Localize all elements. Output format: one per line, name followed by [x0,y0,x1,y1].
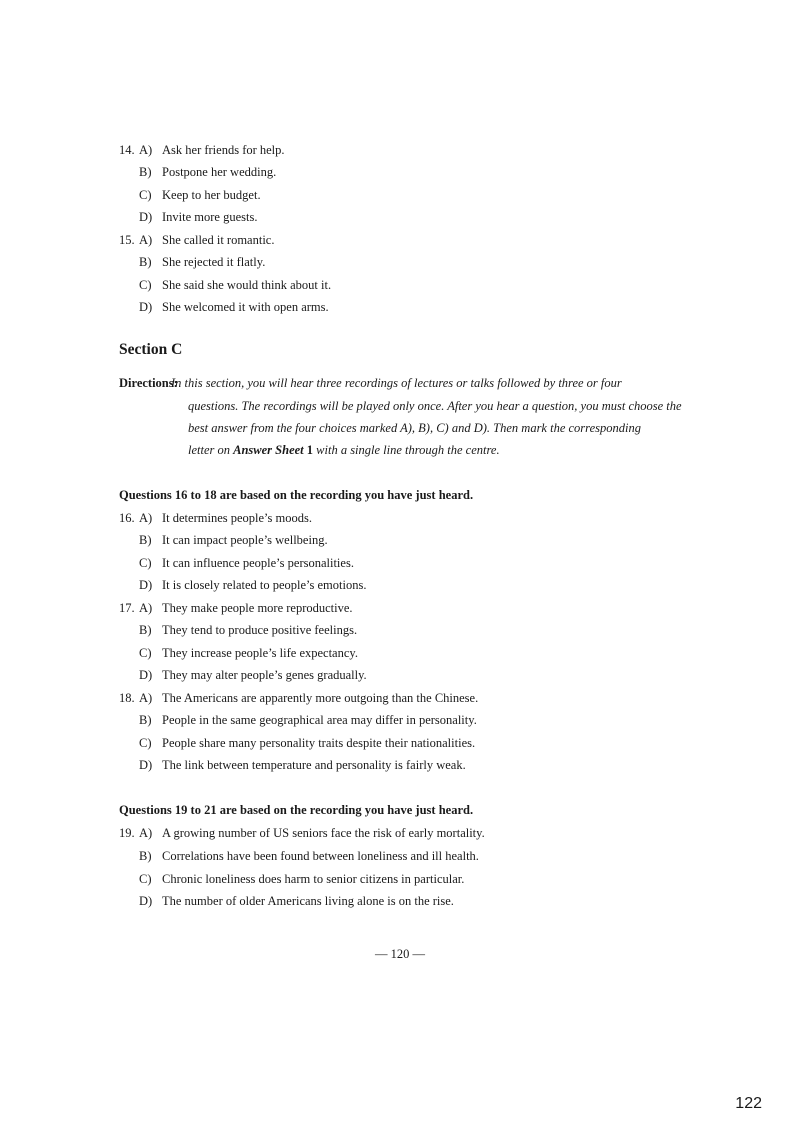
option-letter: A) [139,143,153,157]
question-number: 15. [119,233,135,247]
option-text: It determines people’s moods. [162,511,312,525]
option-text: It can impact people’s wellbeing. [162,533,328,547]
option-letter: B) [139,255,152,269]
group-heading-16-18: Questions 16 to 18 are based on the recording you have just heard. [119,488,474,502]
option-letter: D) [139,668,153,682]
option-letter: A) [139,691,153,705]
option-letter: A) [139,826,153,840]
option-text: They tend to produce positive feelings. [162,623,358,637]
option-text: They increase people’s life expectancy. [162,646,358,660]
option-text: The link between temperature and personality is fairly weak. [162,758,466,772]
option-text: She welcomed it with open arms. [162,300,329,314]
option-letter: B) [139,165,152,179]
option-text: People in the same geographical area may differ in personality. [162,713,477,727]
directions-line-4 [188,442,682,458]
directions-line-4-pre: letter on [188,443,234,457]
directions-line-3: best answer from the four choices marked A), B), C) and D). Then mark the corresponding [188,421,641,435]
option-text: Keep to her budget. [162,188,261,202]
option-letter: C) [139,188,152,202]
option-letter: A) [139,511,153,525]
option-text: Correlations have been found between loneliness and ill health. [162,849,479,863]
option-text: She called it romantic. [162,233,275,247]
option-letter: D) [139,578,153,592]
option-letter: C) [139,872,152,886]
option-text: Chronic loneliness does harm to senior citizens in particular. [162,872,465,886]
option-text: A growing number of US seniors face the risk of early mortality. [162,826,485,840]
question-number: 16. [119,511,135,525]
option-letter: D) [139,758,153,772]
group-heading-19-21: Questions 19 to 21 are based on the recording you have just heard. [119,803,474,817]
option-text: She said she would think about it. [162,278,332,292]
option-letter: C) [139,278,152,292]
directions-line-1: In this section, you will hear three recordings of lectures or talks followed by three or four [171,376,622,390]
option-letter: A) [139,601,153,615]
option-letter: C) [139,556,152,570]
option-letter: B) [139,849,152,863]
section-title: Section C [119,341,183,358]
question-number: 18. [119,691,135,705]
question-number: 17. [119,601,135,615]
option-text: Postpone her wedding. [162,165,277,179]
answer-sheet-number: 1 [303,443,317,457]
directions-line-2: questions. The recordings will be played only once. After you hear a question, you must choose the [188,399,682,413]
question-number: 19. [119,826,135,840]
directions-label: Directions: [119,376,178,390]
option-text: She rejected it flatly. [162,255,266,269]
option-letter: B) [139,623,152,637]
page-footer-label: — 120 — [375,947,425,961]
option-letter: C) [139,736,152,750]
option-text: The number of older Americans living alone is on the rise. [162,894,454,908]
option-letter: A) [139,233,153,247]
option-letter: B) [139,713,152,727]
option-letter: B) [139,533,152,547]
option-text: People share many personality traits despite their nationalities. [162,736,476,750]
option-text: The Americans are apparently more outgoing than the Chinese. [162,691,479,705]
option-text: It is closely related to people’s emotions. [162,578,367,592]
option-letter: C) [139,646,152,660]
page-number: 122 [735,1095,762,1112]
option-text: Invite more guests. [162,210,258,224]
answer-sheet-label: Answer Sheet [233,443,304,457]
option-letter: D) [139,300,153,314]
option-letter: D) [139,210,153,224]
option-text: They may alter people’s genes gradually. [162,668,367,682]
question-number: 14. [119,143,135,157]
option-letter: D) [139,894,153,908]
directions-line-4-post: with a single line through the centre. [316,443,500,457]
option-text: It can influence people’s personalities. [162,556,354,570]
option-text: They make people more reproductive. [162,601,353,615]
option-text: Ask her friends for help. [162,143,285,157]
